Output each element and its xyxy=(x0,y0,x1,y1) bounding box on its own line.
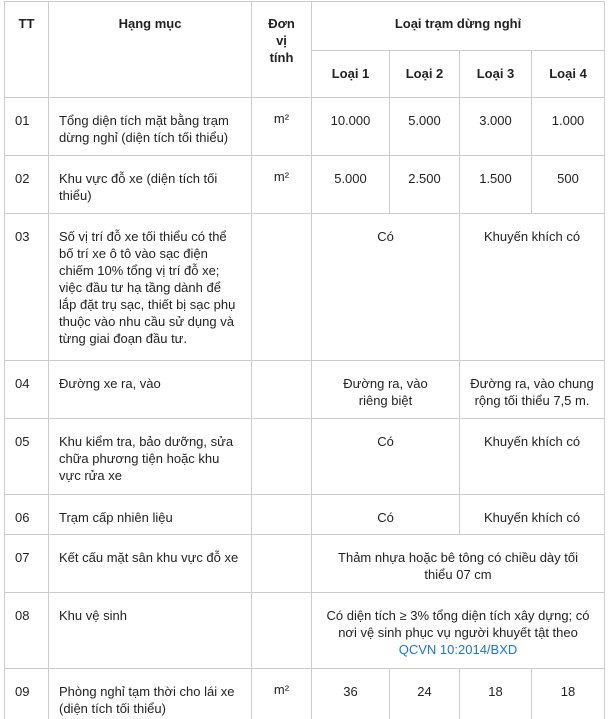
row-value-loai4: 1.000 xyxy=(532,98,605,156)
row-value-all-text: Có diện tích ≥ 3% tổng diện tích xây dựng; có nơi vệ sinh phục vụ người khuyết tật theo xyxy=(326,608,590,640)
row-unit xyxy=(252,495,312,535)
rest-stop-table xyxy=(4,1,605,719)
row-tt: 06 xyxy=(5,495,49,535)
row-value-loai1-2: Có xyxy=(312,495,460,535)
row-value-loai3-4: Khuyến khích có xyxy=(460,214,605,361)
col-header-loai-tram: Loại trạm dừng nghỉ xyxy=(312,2,605,51)
col-header-don-vi: Đơn vị tính xyxy=(252,2,312,98)
row-item: Số vị trí đỗ xe tối thiểu có thể bố trí xe ô tô vào sạc điện chiếm 10% tổng vị trí đỗ xe; việc đầu tư hạ tầng dành để lắp đặt trụ sạc, thiết bị sạc phụ thuộc vào nhu cầu sử dụng và từng giai đoạn đầu tư. xyxy=(49,214,252,361)
row-value-loai2: 5.000 xyxy=(390,98,460,156)
table-row xyxy=(5,495,605,535)
row-unit: m² xyxy=(252,156,312,214)
row-value-loai4: 500 xyxy=(532,156,605,214)
row-value-loai3: 3.000 xyxy=(460,98,532,156)
col-header-loai1: Loại 1 xyxy=(312,50,390,97)
col-header-loai2: Loại 2 xyxy=(390,50,460,97)
row-item: Khu vệ sinh xyxy=(49,593,252,669)
row-value-loai3-4: Đường ra, vào chung rộng tối thiểu 7,5 m. xyxy=(460,361,605,419)
qcvn-link[interactable]: QCVN 10:2014/BXD xyxy=(398,642,518,657)
row-value-loai1-2: Có xyxy=(312,214,460,361)
row-item: Phòng nghỉ tạm thời cho lái xe (diện tích tối thiểu) xyxy=(49,669,252,719)
row-tt: 04 xyxy=(5,361,49,419)
table-row xyxy=(5,419,605,495)
row-value-loai3: 18 xyxy=(460,669,532,719)
row-value-loai4: 18 xyxy=(532,669,605,719)
row-value-loai2: 24 xyxy=(390,669,460,719)
col-header-hang-muc: Hạng mục xyxy=(49,2,252,98)
table-row xyxy=(5,214,605,361)
row-item: Đường xe ra, vào xyxy=(49,361,252,419)
row-unit xyxy=(252,535,312,593)
table-row xyxy=(5,669,605,719)
col-header-loai3: Loại 3 xyxy=(460,50,532,97)
row-value-loai1: 10.000 xyxy=(312,98,390,156)
row-tt: 03 xyxy=(5,214,49,361)
row-tt: 01 xyxy=(5,98,49,156)
row-value-loai3: 1.500 xyxy=(460,156,532,214)
row-tt: 05 xyxy=(5,419,49,495)
row-unit xyxy=(252,214,312,361)
row-value-loai1: 5.000 xyxy=(312,156,390,214)
col-header-loai4: Loại 4 xyxy=(532,50,605,97)
row-value-loai1-2: Đường ra, vào riêng biệt xyxy=(312,361,460,419)
row-item: Khu vực đỗ xe (diện tích tối thiểu) xyxy=(49,156,252,214)
row-unit xyxy=(252,419,312,495)
row-unit xyxy=(252,593,312,669)
header-row-1 xyxy=(5,2,605,51)
row-tt: 02 xyxy=(5,156,49,214)
col-header-tt: TT xyxy=(5,2,49,98)
table-row xyxy=(5,98,605,156)
row-tt: 07 xyxy=(5,535,49,593)
row-value-all: Thảm nhựa hoặc bê tông có chiều dày tối thiểu 07 cm xyxy=(312,535,605,593)
row-tt: 09 xyxy=(5,669,49,719)
table-row xyxy=(5,535,605,593)
table-row xyxy=(5,361,605,419)
row-value-loai3-4: Khuyến khích có xyxy=(460,495,605,535)
row-item: Kết cấu mặt sân khu vực đỗ xe xyxy=(49,535,252,593)
row-value-loai3-4: Khuyến khích có xyxy=(460,419,605,495)
row-tt: 08 xyxy=(5,593,49,669)
row-value-loai1: 36 xyxy=(312,669,390,719)
row-value-loai1-2: Có xyxy=(312,419,460,495)
table-row xyxy=(5,156,605,214)
row-value-loai2: 2.500 xyxy=(390,156,460,214)
row-item: Trạm cấp nhiên liệu xyxy=(49,495,252,535)
table-row xyxy=(5,593,605,669)
row-unit: m² xyxy=(252,98,312,156)
row-value-all xyxy=(312,593,605,669)
row-unit: m² xyxy=(252,669,312,719)
row-item: Khu kiểm tra, bảo dưỡng, sửa chữa phương tiện hoặc khu vực rửa xe xyxy=(49,419,252,495)
row-item: Tổng diện tích mặt bằng trạm dừng nghỉ (diện tích tối thiểu) xyxy=(49,98,252,156)
row-unit xyxy=(252,361,312,419)
